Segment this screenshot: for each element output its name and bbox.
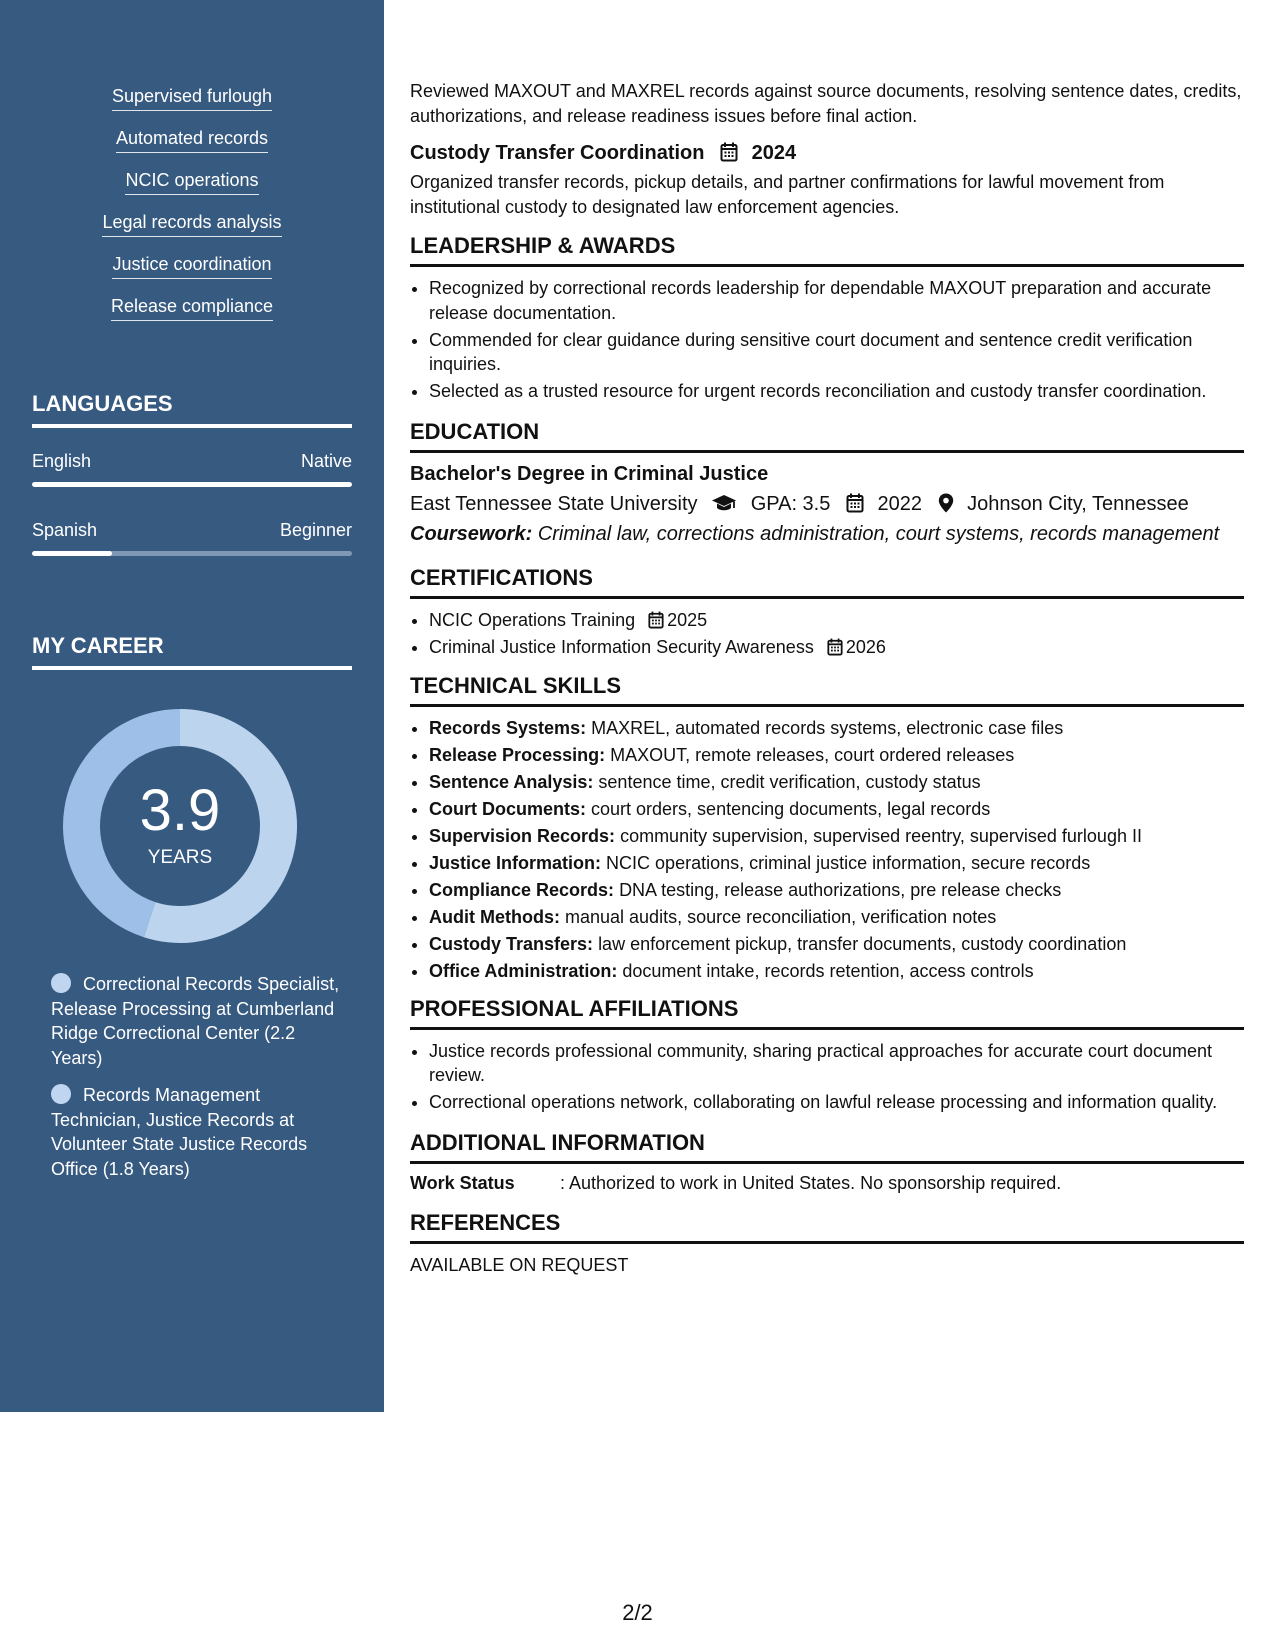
career-item-text: Correctional Records Specialist, Release Processing at Cumberland Ridge Correctional Center (2.2 Years)	[51, 974, 340, 1068]
skill-item	[429, 878, 1244, 903]
skill-label: Sentence Analysis:	[429, 772, 594, 792]
skill-label: Records Systems:	[429, 718, 587, 738]
page-number: 2/2	[622, 1600, 653, 1625]
skill-text: law enforcement pickup, transfer documents, custody coordination	[598, 934, 1127, 954]
section-heading-additional-information: ADDITIONAL INFORMATION	[410, 1129, 1244, 1164]
career-item	[51, 972, 341, 1070]
skill-label: Custody Transfers:	[429, 934, 594, 954]
skill-item	[429, 797, 1244, 822]
skill-text: DNA testing, release authorizations, pre release checks	[619, 880, 1062, 900]
list-item: • Correctional operations network, collaborating on lawful release processing and information quality.	[429, 1090, 1244, 1115]
skill-text: MAXOUT, remote releases, court ordered releases	[610, 745, 1015, 765]
skill-label: Compliance Records:	[429, 880, 615, 900]
skill-item	[429, 851, 1244, 876]
coursework-label: Coursework:	[410, 522, 533, 545]
certification-name: NCIC Operations Training	[429, 609, 636, 630]
skill-label: Court Documents:	[429, 799, 586, 819]
project-year: 2024	[751, 142, 797, 164]
career-dot-icon	[51, 1084, 71, 1104]
sidebar	[0, 0, 384, 1412]
skill-text: community supervision, supervised reentry, supervised furlough II	[620, 826, 1142, 846]
skill-item	[429, 824, 1244, 849]
skill-label: Release Processing:	[429, 745, 606, 765]
skill-item	[429, 770, 1244, 795]
skill-link[interactable]: Supervised furlough	[112, 85, 272, 111]
skills-list	[0, 85, 384, 337]
calendar-icon	[648, 611, 664, 629]
calendar-icon	[846, 493, 864, 513]
language-level: Beginner	[279, 520, 352, 540]
calendar-icon	[720, 142, 738, 162]
skill-text: MAXREL, automated records systems, electronic case files	[591, 718, 1064, 738]
list-item: • Commended for clear guidance during sensitive court document and sentence credit verification inquiries.	[429, 328, 1244, 377]
language-row-english	[32, 450, 352, 472]
section-heading-references: REFERENCES	[410, 1209, 1244, 1244]
skill-label: Supervision Records:	[429, 826, 616, 846]
language-row-spanish	[32, 519, 352, 541]
language-name: English	[32, 451, 92, 471]
school-name: East Tennessee State University	[410, 492, 698, 515]
certification-year: 2026	[845, 636, 886, 657]
section-heading-certifications: CERTIFICATIONS	[410, 564, 1244, 599]
skill-label: Justice Information:	[429, 853, 602, 873]
project-heading	[410, 140, 1244, 166]
career-total-unit: YEARS	[147, 847, 213, 868]
experience-paragraph: Reviewed MAXOUT and MAXREL records against source documents, resolving sentence dates, credits, authorizations, and release readiness issues before final action.	[410, 81, 1242, 126]
work-status-row	[410, 1171, 1244, 1196]
career-dot-icon	[51, 973, 71, 993]
leadership-list	[410, 276, 1244, 404]
graduation-cap-icon	[711, 493, 737, 513]
skill-text: sentence time, credit verification, custody status	[598, 772, 981, 792]
language-bar-fill	[32, 551, 112, 556]
section-heading-technical-skills: TECHNICAL SKILLS	[410, 672, 1244, 707]
language-name: Spanish	[32, 520, 98, 540]
language-bar-fill	[32, 482, 352, 487]
career-item	[51, 1083, 341, 1181]
work-status-value: : Authorized to work in United States. No sponsorship required.	[560, 1172, 1062, 1193]
certification-item	[429, 608, 1244, 633]
list-item: • Recognized by correctional records leadership for dependable MAXOUT preparation and accurate release documentation.	[429, 276, 1244, 325]
skill-label: Office Administration:	[429, 961, 618, 981]
gpa: GPA: 3.5	[750, 492, 831, 515]
skill-text: manual audits, source reconciliation, verification notes	[565, 907, 997, 927]
career-total-years: 3.9	[139, 778, 221, 843]
languages-heading: LANGUAGES	[32, 390, 352, 428]
skill-text: document intake, records retention, access controls	[622, 961, 1034, 981]
skill-link[interactable]: Release compliance	[111, 295, 273, 321]
career-item-text: Records Management Technician, Justice Records at Volunteer State Justice Records Office (1.8 Years)	[51, 1085, 308, 1179]
list-item: • Justice records professional community, sharing practical approaches for accurate court document review.	[429, 1039, 1244, 1088]
skill-label: Audit Methods:	[429, 907, 560, 927]
graduation-year: 2022	[877, 492, 922, 515]
skill-item	[429, 959, 1244, 984]
school-location: Johnson City, Tennessee	[967, 492, 1189, 515]
section-heading-affiliations: PROFESSIONAL AFFILIATIONS	[410, 995, 1244, 1030]
section-heading-education: EDUCATION	[410, 418, 1244, 453]
language-bar-spanish	[32, 551, 352, 556]
skill-link[interactable]: NCIC operations	[125, 169, 258, 195]
skill-link[interactable]: Automated records	[116, 127, 268, 153]
coursework-text: Criminal law, corrections administration, court systems, records management	[537, 522, 1220, 545]
work-status-label: Work Status	[410, 1172, 515, 1193]
language-level: Native	[300, 451, 352, 471]
section-heading-leadership: LEADERSHIP & AWARDS	[410, 232, 1244, 267]
certification-item	[429, 635, 1244, 660]
calendar-icon	[827, 638, 843, 656]
skill-item	[429, 716, 1244, 741]
language-bar-english	[32, 482, 352, 487]
education-details	[410, 491, 1244, 517]
skill-link[interactable]: Legal records analysis	[102, 211, 281, 237]
skill-item	[429, 905, 1244, 930]
skill-text: court orders, sentencing documents, legal records	[591, 799, 991, 819]
certification-name: Criminal Justice Information Security Awareness	[429, 636, 814, 657]
skill-item	[429, 932, 1244, 957]
career-heading: MY CAREER	[32, 632, 352, 670]
certification-year: 2025	[667, 609, 708, 630]
skill-item	[429, 743, 1244, 768]
skill-link[interactable]: Justice coordination	[112, 253, 271, 279]
technical-skills-list	[410, 716, 1244, 984]
skill-text: NCIC operations, criminal justice information, secure records	[606, 853, 1091, 873]
project-title: Custody Transfer Coordination	[410, 142, 705, 164]
location-pin-icon	[938, 493, 954, 513]
certifications-list	[410, 608, 1244, 660]
affiliations-list	[410, 1039, 1244, 1115]
coursework	[410, 521, 1244, 547]
degree-title: Bachelor's Degree in Criminal Justice	[410, 462, 769, 485]
list-item: • Selected as a trusted resource for urgent records reconciliation and custody transfer coordination.	[429, 379, 1244, 404]
references-text: AVAILABLE ON REQUEST	[410, 1255, 629, 1275]
project-description: Organized transfer records, pickup details, and partner confirmations for lawful movement from institutional custody to designated law enforcement agencies.	[410, 172, 1165, 217]
